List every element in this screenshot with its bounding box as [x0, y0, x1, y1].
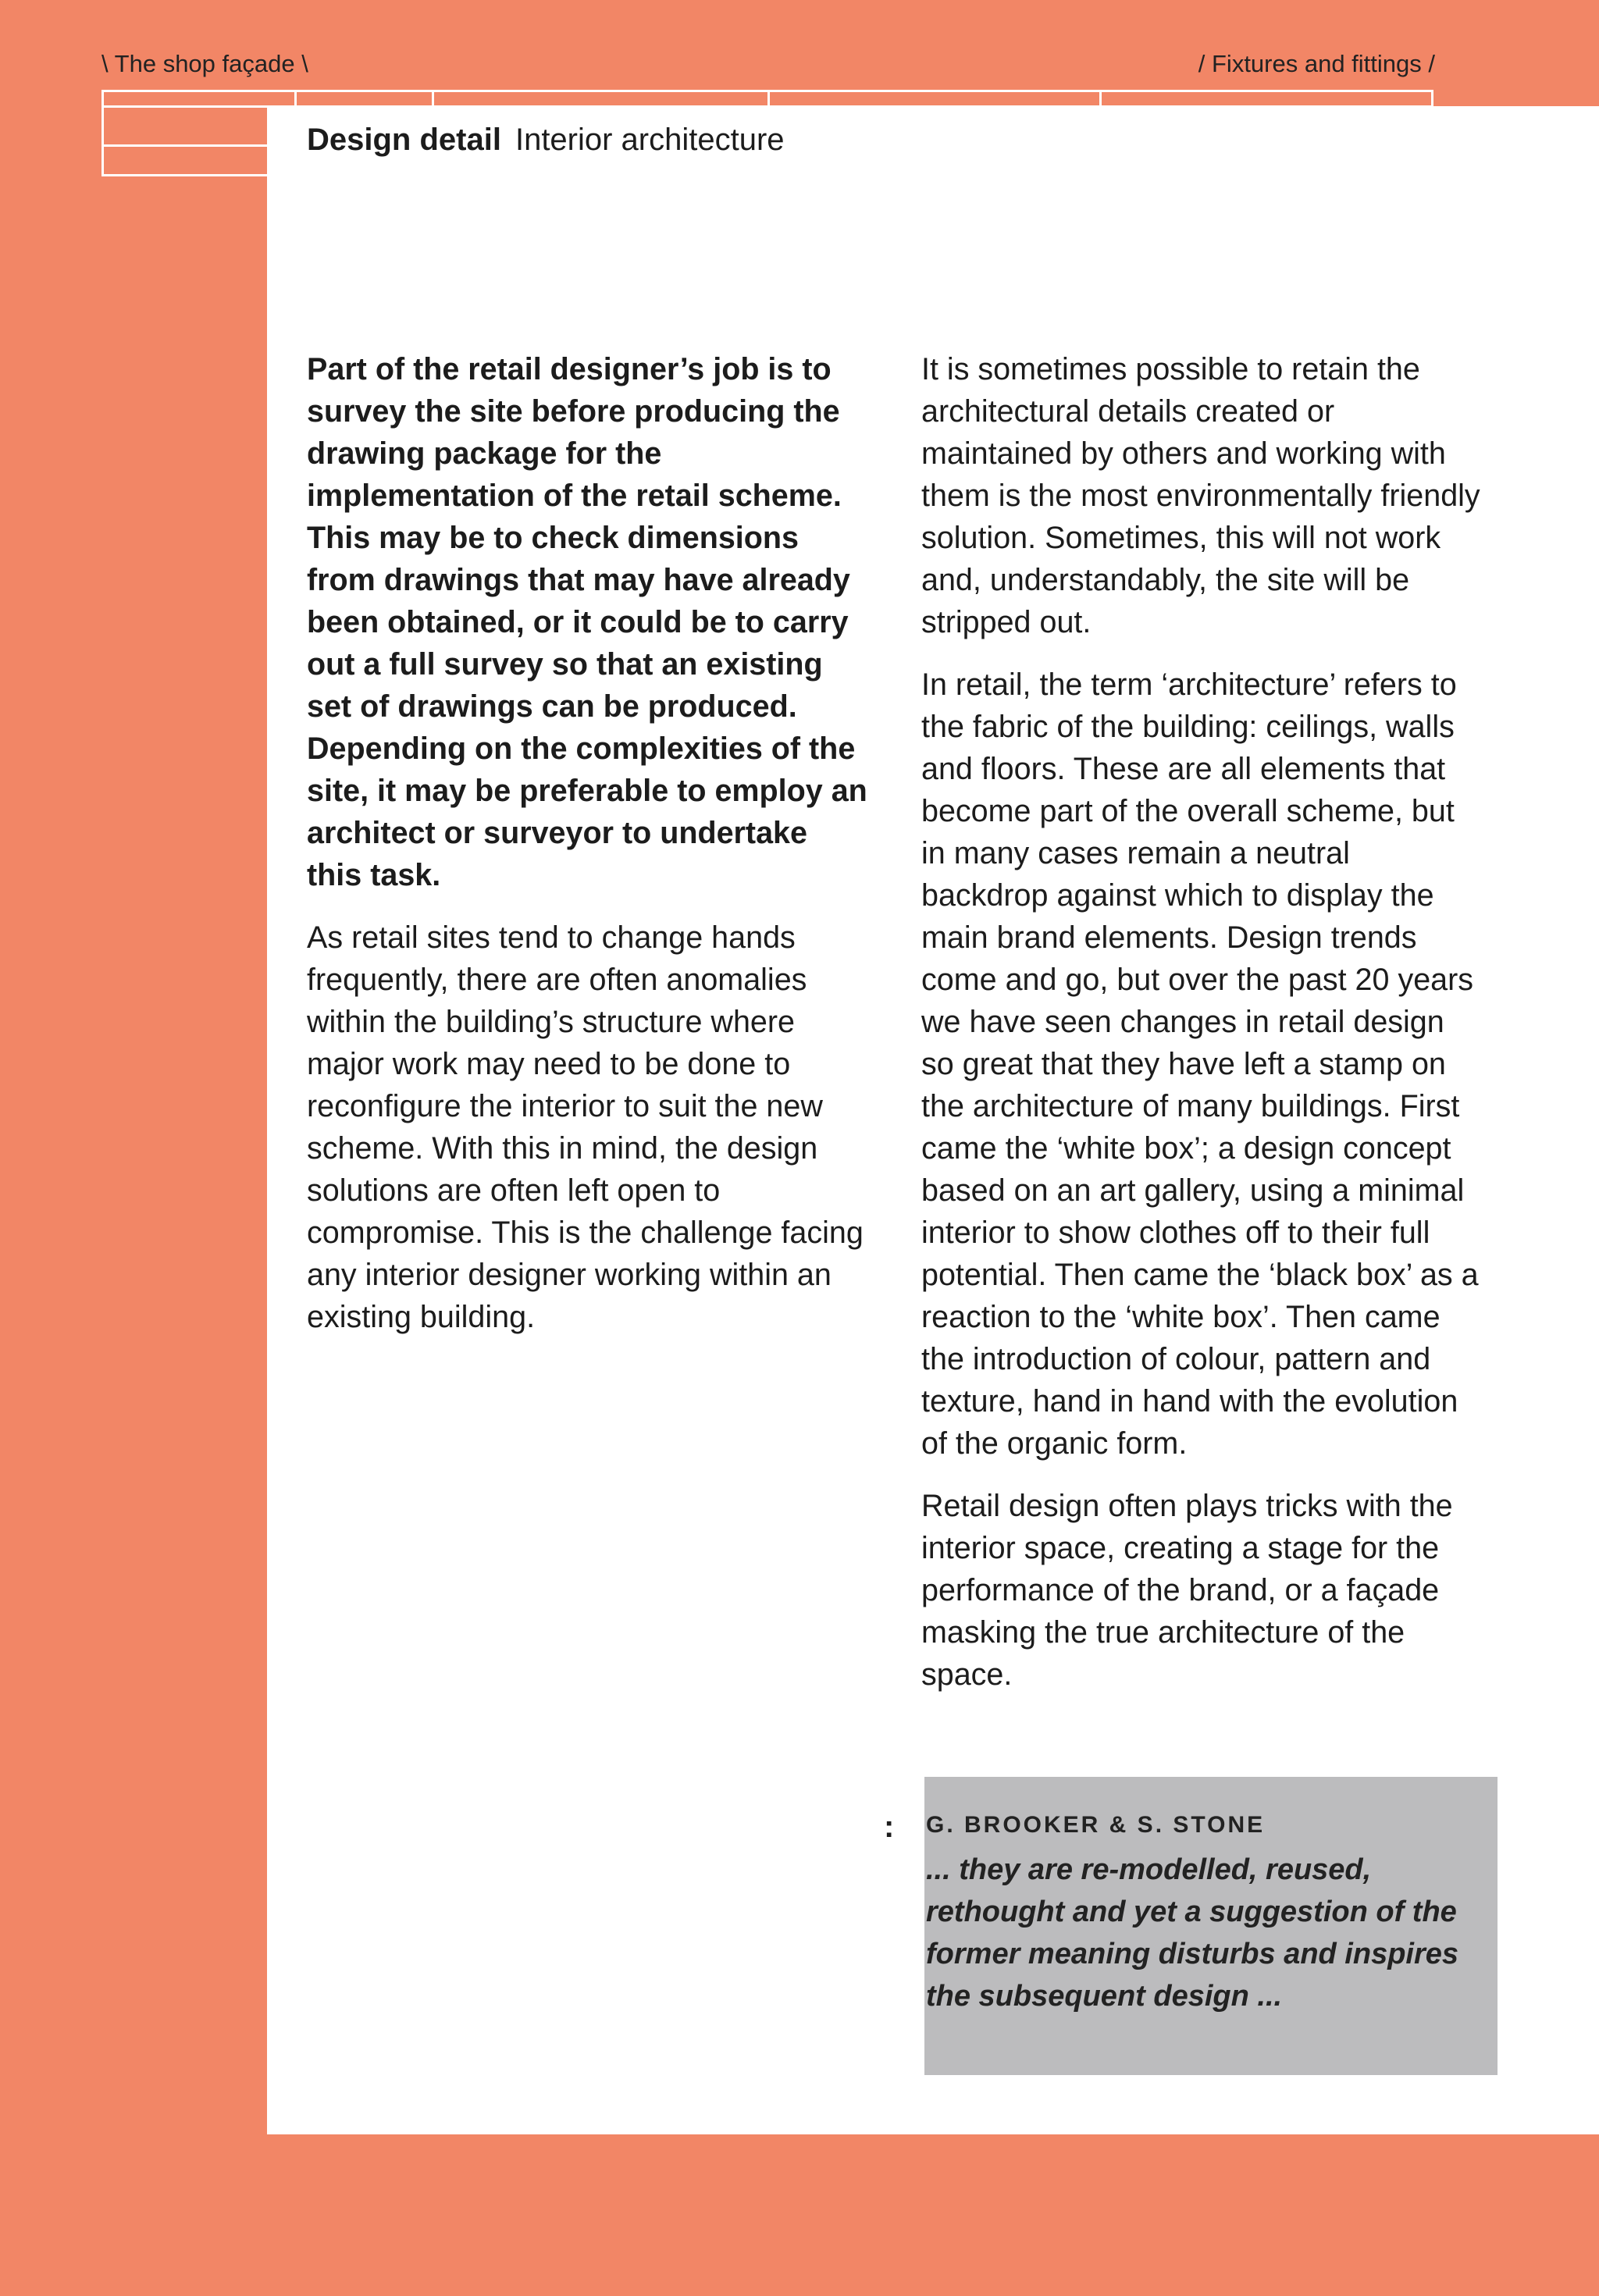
body-paragraph: In retail, the term ‘architecture’ refers to the fabric of the building: ceilings, walls and floors. These are all elements that become part of the overall scheme, but in many cases remain a neutral backdrop against which to display the main brand elements. Design trends come and go, but over the past 20 years we have seen changes in retail design so great that they have left a stamp on the architecture of many buildings. First came the ‘white box’; a design concept based on an art gallery, using a minimal interior to show clothes off to their full potential. Then came the ‘black box’ as a reaction to the ‘white box’. Then came the introduction of colour, pattern and texture, hand in hand with the evolution of the organic form. [921, 667, 1479, 1461]
running-head-right: / Fixtures and fittings / [1198, 50, 1435, 77]
section-heading [307, 120, 785, 159]
quote-attribution: G. BROOKER & S. STONE [926, 1812, 1266, 1838]
body-paragraph: It is sometimes possible to retain the architectural details created or maintained by others and working with them is the most environmentally friendly solution. Sometimes, this will not work and, understandably, the site will be stripped out. [921, 352, 1480, 639]
running-head-left: \ The shop façade \ [101, 50, 308, 77]
body-paragraph: Retail design often plays tricks with the interior space, creating a stage for the performance of the brand, or a façade masking the true architecture of the space. [921, 1489, 1453, 1692]
quote-marker: : [884, 1810, 895, 1844]
section-label: Design detail [307, 123, 501, 157]
lead-paragraph: Part of the retail designer’s job is to survey the site before producing the drawing package for the implementation of the retail scheme. This may be to check dimensions from drawings that may have already been obtained, or it could be to carry out a full survey so that an existing set of drawings can be produced. Depending on the complexities of the site, it may be preferable to employ an architect or surveyor to undertake this task. [307, 352, 867, 892]
body-paragraph: As retail sites tend to change hands frequently, there are often anomalies within the building’s structure where major work may need to be done to reconfigure the interior to suit the new scheme. With this in mind, the design solutions are often left open to compromise. This is the challenge facing any interior designer working within an existing building. [307, 920, 864, 1334]
left-column [307, 348, 869, 1358]
header-rule-divider-2 [1099, 90, 1102, 108]
header-rule-divider-1 [432, 90, 770, 108]
right-column [921, 348, 1483, 1716]
section-title: Interior architecture [515, 123, 785, 157]
pull-quote-text: ... they are re-modelled, reused, rethought and yet a suggestion of the former meaning disturbs and inspires the subsequent design ... [926, 1853, 1459, 2013]
